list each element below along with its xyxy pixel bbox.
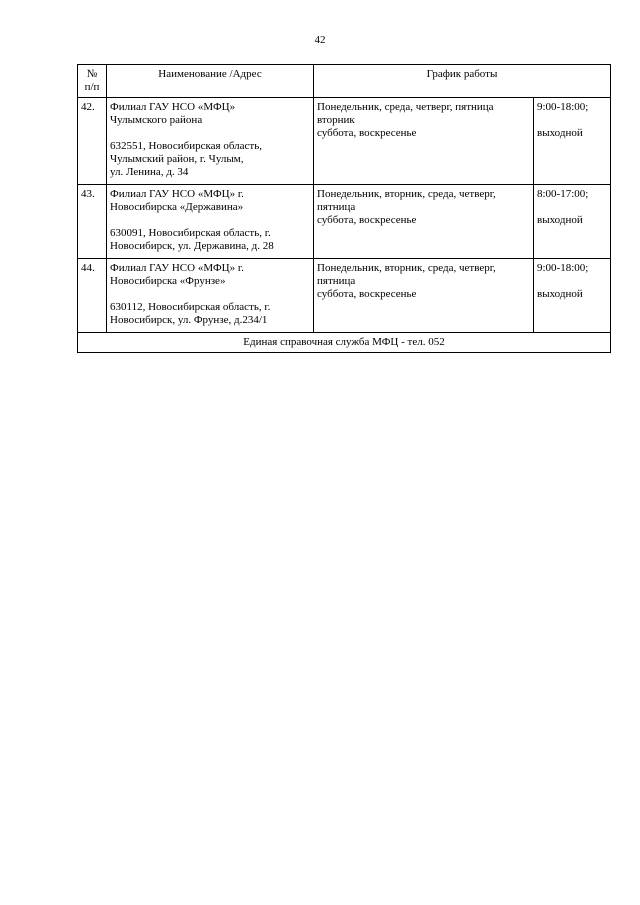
branch-address-line: ул. Ленина, д. 34 [110,166,189,178]
schedule-days: Понедельник, вторник, среда, четверг, пятница суббота, воскресенье [314,259,534,333]
branch-address-line: 630112, Новосибирская область, г. [110,301,271,313]
branch-address-line: Новосибирск, ул. Фрунзе, д.234/1 [110,314,268,326]
branch-name-line: Филиал ГАУ НСО «МФЦ» г. [110,262,244,274]
table-row [78,98,611,185]
branch-address-line: Чулымский район, г. Чулым, [110,153,244,165]
branch-address-line: 630091, Новосибирская область, г. [110,227,271,239]
row-number: 42. [78,98,107,185]
branch-name-line: Филиал ГАУ НСО «МФЦ» г. [110,188,244,200]
table-footer-row [78,333,611,353]
row-number: 43. [78,185,107,259]
table-row [78,185,611,259]
branch-address-line: Новосибирск, ул. Державина, д. 28 [110,240,274,252]
branch-name-line: Новосибирска «Державина» [110,201,244,213]
header-schedule: График работы [314,65,611,98]
branch-name-address [107,259,314,333]
schedule-days: Понедельник, среда, четверг, пятница вторник суббота, воскресенье [314,98,534,185]
table-header-row [78,65,611,98]
schedule-hours: 9:00-18:00; выходной [534,98,611,185]
branch-name-line: Филиал ГАУ НСО «МФЦ» [110,101,236,113]
page-number: 42 [314,34,326,46]
branch-name-address [107,98,314,185]
row-number: 44. [78,259,107,333]
branch-name-address [107,185,314,259]
branch-name-line: Новосибирска «Фрунзе» [110,275,226,287]
branch-address-line: 632551, Новосибирская область, [110,140,262,152]
table-row [78,259,611,333]
branches-table [77,64,611,353]
branch-name-line: Чулымского района [110,114,203,126]
schedule-days: Понедельник, вторник, среда, четверг, пятница суббота, воскресенье [314,185,534,259]
header-name-address: Наименование /Адрес [107,65,314,98]
header-number: № п/п [78,65,107,98]
schedule-hours: 9:00-18:00; выходной [534,259,611,333]
schedule-hours: 8:00-17:00; выходной [534,185,611,259]
hotline-footer: Единая справочная служба МФЦ - тел. 052 [78,333,611,353]
